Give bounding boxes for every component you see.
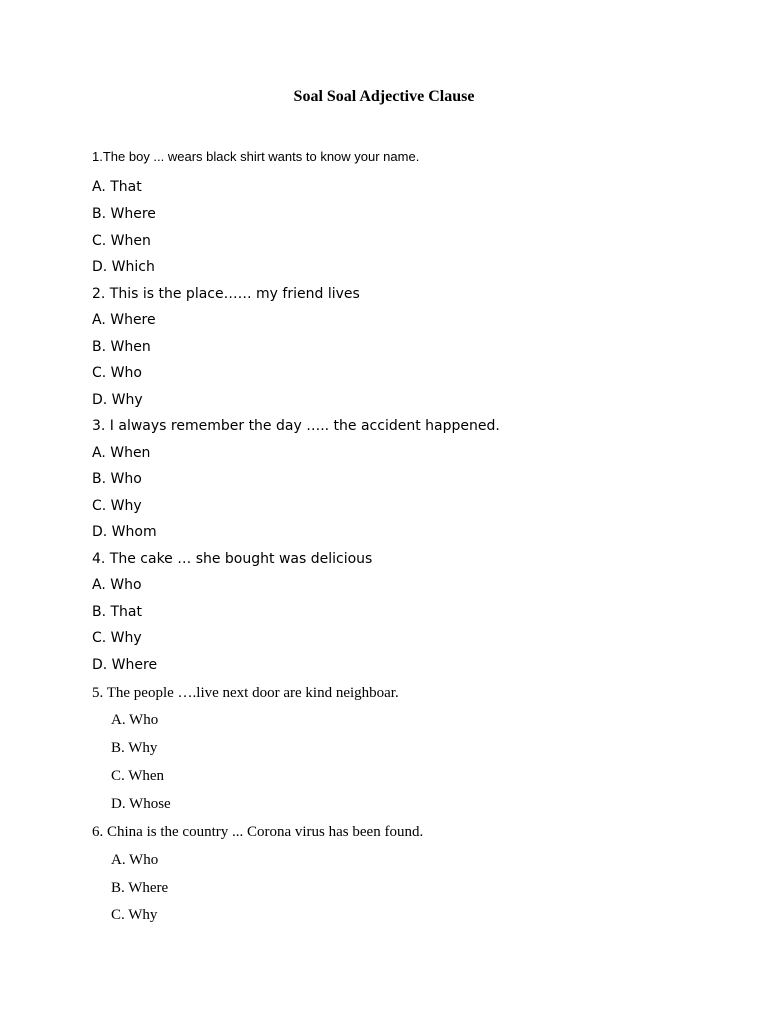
question-1-text: 1.The boy ... wears black shirt wants to know your name.: [92, 149, 420, 164]
question-5-option-c: C. When: [111, 768, 165, 784]
question-6-option-a: A. Who: [111, 852, 159, 868]
question-1-option-a: A. That: [92, 179, 142, 195]
question-6-option-b: B. Where: [111, 880, 169, 896]
question-3-option-a: A. When: [92, 445, 151, 461]
question-1-option-b: B. Where: [92, 206, 156, 222]
question-4-option-a: A. Who: [92, 577, 142, 593]
question-6-option-c: C. Why: [111, 907, 158, 923]
question-2-option-c: C. Who: [92, 365, 142, 381]
question-4-option-b: B. That: [92, 604, 142, 620]
question-5-option-d: D. Whose: [111, 796, 171, 812]
question-4-option-c: C. Why: [92, 630, 142, 646]
question-5-option-b: B. Why: [111, 740, 158, 756]
question-4-option-d: D. Where: [92, 657, 158, 673]
question-2-option-d: D. Why: [92, 392, 143, 408]
question-3-option-c: C. Why: [92, 498, 142, 514]
question-2-option-a: A. Where: [92, 312, 156, 328]
question-5-option-a: A. Who: [111, 712, 159, 728]
question-1-option-c: C. When: [92, 233, 151, 249]
question-3-text: 3. I always remember the day ….. the accident happened.: [92, 418, 500, 434]
document-title: Soal Soal Adjective Clause: [293, 88, 475, 105]
question-6-text: 6. China is the country ... Corona virus has been found.: [92, 824, 424, 840]
question-3-option-b: B. Who: [92, 471, 142, 487]
question-5-text: 5. The people ….live next door are kind neighboar.: [92, 685, 399, 701]
question-1-option-d: D. Which: [92, 259, 155, 275]
question-2-option-b: B. When: [92, 339, 151, 355]
question-2-text: 2. This is the place…… my friend lives: [92, 286, 360, 302]
question-4-text: 4. The cake … she bought was delicious: [92, 551, 373, 567]
question-3-option-d: D. Whom: [92, 524, 157, 540]
